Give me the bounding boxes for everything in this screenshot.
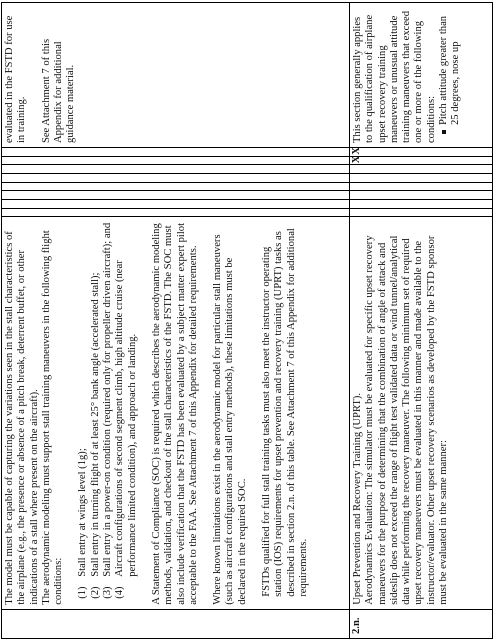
notes-paragraph: See Attachment 7 of this Appendix for additional guidance material. [40,38,77,144]
list-item: (1) Stall entry at wings level (1g); [77,448,89,599]
list-item: (2) Stall entry in turning flight of at least 25° bank angle (accelerated stall); [89,272,101,599]
table-row [2,3,350,639]
notes-bullet-list [438,7,463,143]
flight-conditions-list [77,221,138,605]
requirement-description-cell [350,217,493,610]
notes-cell [2,3,350,148]
notes-cell [350,3,493,148]
qualification-cell [2,191,350,200]
qualification-cell [350,199,493,208]
requirement-paragraph: The model must be capable of capturing the variations seen in the stall characteristics of the airplane (e.g., the presence or absence of a pitch break, deterrent buffet, or other indications of a stall where present on the aircraft). [4,231,40,605]
qualification-cell [2,173,350,182]
qualification-mark: X [350,148,493,157]
qualification-cell [2,165,350,174]
list-item: Pitch attitude greater than 25 degrees, nose up [438,7,463,125]
requirement-title: Upset Prevention and Recovery Training (UPRT). [352,392,363,605]
qualification-cell [2,156,350,165]
qualification-cell [2,199,350,208]
qualification-cell [350,191,493,200]
requirement-paragraph: FSTDs qualified for full stall training tasks must also meet the instructor operating station (IOS) requirements for upset prevention and recovery training (UPRT) tasks as described in section 2.n. of this table. See Attachment 7 of this Appendix for additional requirements. [261,228,309,597]
qualification-cell [350,173,493,182]
row-number-cell [2,609,350,638]
requirement-paragraph: Where known limitations exist in the aerodynamic model for particular stall maneuvers (such as aircraft configurations and stall entry methods), these limitations must be declared in the required SOC. [212,234,248,605]
qualification-cell [350,165,493,174]
list-item: (4) Aircraft configurations of second segment climb, high altitude cruise (near performance limited condition), and approach or landing. [114,260,138,599]
requirements-table [1,2,493,639]
list-item: (3) Stall entry in a power-on condition (required only for propeller driven aircraft); and [102,222,114,599]
notes-paragraph: evaluated in the FSTD for use in training. [4,15,28,144]
qualification-cell [2,182,350,191]
requirement-paragraph: Aerodynamics Evaluation: The simulator must be evaluated for specific upset recovery maneuvers for the purpose of determining that the combination of angle of attack and sideslip does not exceed the range of flight test validated data or wind tunnel/analytical data while performing the recovery maneuver. The following minimum set of required upset recovery maneuvers must be evaluated in this manner and made available to the instructor/evaluator. Other upset recovery scenarios as developed by the FSTD sponsor must be evaluated in the same manner: [364,235,450,605]
requirement-paragraph: The aerodynamic modeling must support stall training maneuvers in the following flight conditions: [40,230,65,605]
row-number-cell: 2.n. [350,609,493,638]
qualification-cell [350,208,493,217]
qualification-cell [350,182,493,191]
qualification-cell [2,208,350,217]
qualification-cell [2,148,350,157]
notes-paragraph: This section generally applies to the qualification of airplane upset recovery training maneuvers or unusual attitude training maneuvers that exceed one or more of the following conditions: [352,10,437,144]
requirement-paragraph: A Statement of Compliance (SOC) is required which describes the aerodynamic modeling methods, validation, and checkout of the stall characteristics of the FSTD. The SOC must also include verification that the FSTD has been evaluated by a subject matter expert pilot acceptable to the FAA. See Attachment 7 of this Appendix for detailed requirements. [150,222,199,605]
requirement-description-cell [2,217,350,610]
qualification-mark: X [350,156,493,165]
table-row [350,3,493,639]
